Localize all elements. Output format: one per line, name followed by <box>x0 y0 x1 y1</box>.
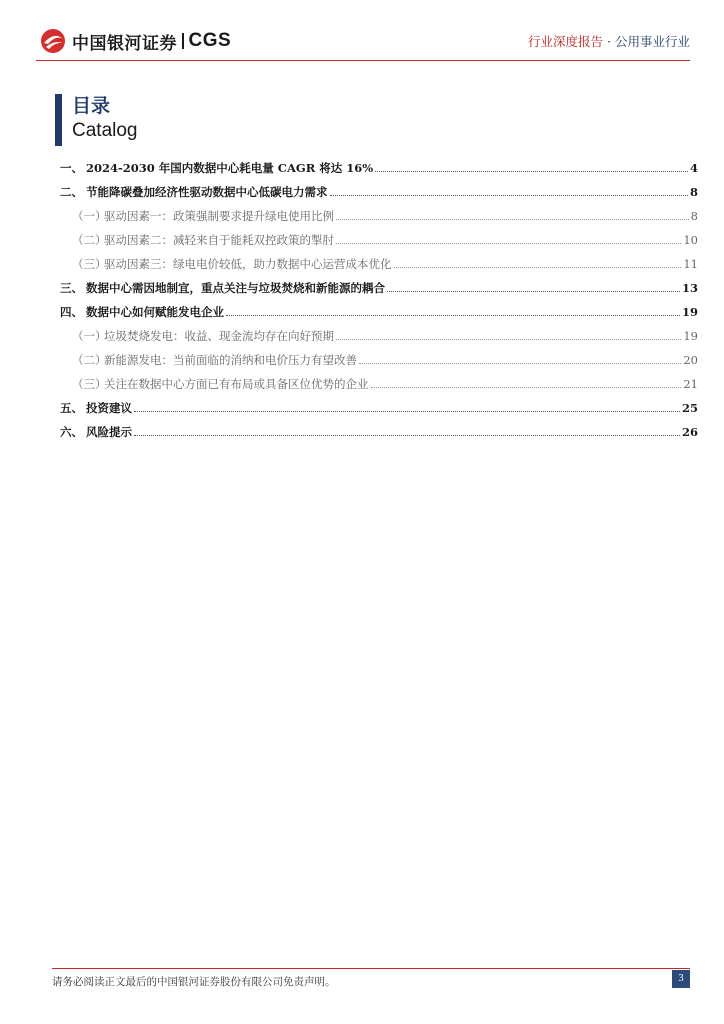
report-type: 行业深度报告 <box>528 34 604 49</box>
toc-entry[interactable] <box>60 304 698 328</box>
toc-dot-leader <box>336 339 681 340</box>
toc-entry-number: （一） <box>72 209 107 223</box>
toc-entry[interactable] <box>60 424 698 448</box>
toc-entry-page: 19 <box>681 305 698 319</box>
toc-dot-leader <box>226 315 680 316</box>
logo-text-cn: 中国银河证券 <box>72 33 177 54</box>
toc-dot-leader <box>394 267 682 268</box>
header-separator: · <box>603 34 615 49</box>
toc-dot-leader <box>336 219 689 220</box>
toc-entry-page: 8 <box>689 185 698 199</box>
toc-entry-title: 关注在数据中心方面已有布局或具备区位优势的企业 <box>104 377 369 391</box>
toc-dot-leader <box>375 171 688 172</box>
page-header <box>0 0 724 70</box>
toc-title-en: Catalog <box>72 120 138 141</box>
toc-entry-page: 11 <box>683 257 698 271</box>
toc-entry-page: 4 <box>689 161 698 175</box>
toc-entry-number: 六、 <box>60 425 83 439</box>
toc-entry-number: （三） <box>72 377 107 391</box>
toc-entry-number: （二） <box>72 353 107 367</box>
toc-subentry[interactable] <box>60 232 698 256</box>
cgs-logo-icon <box>40 28 66 54</box>
toc-entry-title: 2024-2030 年国内数据中心耗电量 CAGR 将达 16% <box>86 161 374 175</box>
toc-entry-number: 四、 <box>60 305 83 319</box>
toc-entry-number: 一、 <box>60 161 83 175</box>
toc-subentry[interactable] <box>60 376 698 400</box>
toc-entry-number: （二） <box>72 233 107 247</box>
toc-entry-number: 二、 <box>60 185 83 199</box>
toc-dot-leader <box>371 387 682 388</box>
toc-entry-title: 驱动因素一：政策强制要求提升绿电使用比例 <box>104 209 334 223</box>
report-sector: 公用事业行业 <box>614 34 690 49</box>
toc-entry-title: 垃圾焚烧发电：收益、现金流均存在向好预期 <box>104 329 334 343</box>
toc-subentry[interactable] <box>60 328 698 352</box>
toc-entry-page: 10 <box>683 233 698 247</box>
toc-entry-page: 20 <box>683 353 698 367</box>
toc-entry-title: 数据中心需因地制宜，重点关注与垃圾焚烧和新能源的耦合 <box>86 281 385 295</box>
toc-entry-number: 三、 <box>60 281 83 295</box>
toc-subentry[interactable] <box>60 352 698 376</box>
footer-divider <box>52 968 690 969</box>
toc-entry-title: 新能源发电：当前面临的消纳和电价压力有望改善 <box>104 353 357 367</box>
toc-entry-title: 驱动因素三：绿电电价较低，助力数据中心运营成本优化 <box>104 257 392 271</box>
toc-title-cn: 目录 <box>72 95 111 117</box>
toc-entry-page: 19 <box>683 329 698 343</box>
toc-dot-leader <box>359 363 681 364</box>
toc-entry-title: 节能降碳叠加经济性驱动数据中心低碳电力需求 <box>86 185 328 199</box>
page-number: 3 <box>672 970 690 988</box>
header-divider <box>36 60 690 61</box>
footer-disclaimer: 请务必阅读正文最后的中国银河证券股份有限公司免责声明。 <box>52 976 336 988</box>
toc-entry-page: 8 <box>690 209 698 223</box>
toc-entry[interactable] <box>60 160 698 184</box>
toc-entry-number: 五、 <box>60 401 83 415</box>
heading-accent-bar <box>55 94 62 146</box>
toc-entry-number: （三） <box>72 257 107 271</box>
table-of-contents <box>60 160 698 448</box>
toc-entry-title: 投资建议 <box>86 401 132 415</box>
toc-subentry[interactable] <box>60 208 698 232</box>
toc-entry-title: 数据中心如何赋能发电企业 <box>86 305 224 319</box>
toc-subentry[interactable] <box>60 256 698 280</box>
toc-entry-title: 驱动因素二：减轻来自于能耗双控政策的掣肘 <box>104 233 334 247</box>
toc-dot-leader <box>336 243 681 244</box>
toc-entry-number: （一） <box>72 329 107 343</box>
toc-entry-page: 13 <box>681 281 698 295</box>
report-category <box>528 32 690 50</box>
toc-entry[interactable] <box>60 280 698 304</box>
toc-entry-page: 21 <box>683 377 698 391</box>
toc-entry-page: 26 <box>681 425 698 439</box>
company-logo <box>40 28 231 54</box>
toc-dot-leader <box>330 195 688 196</box>
toc-entry-page: 25 <box>681 401 698 415</box>
toc-entry[interactable] <box>60 400 698 424</box>
toc-dot-leader <box>134 411 680 412</box>
toc-dot-leader <box>387 291 680 292</box>
toc-heading <box>55 94 138 146</box>
logo-divider <box>182 33 184 49</box>
toc-entry-title: 风险提示 <box>86 425 132 439</box>
logo-text-en: CGS <box>188 30 232 51</box>
toc-entry[interactable] <box>60 184 698 208</box>
toc-dot-leader <box>134 435 680 436</box>
